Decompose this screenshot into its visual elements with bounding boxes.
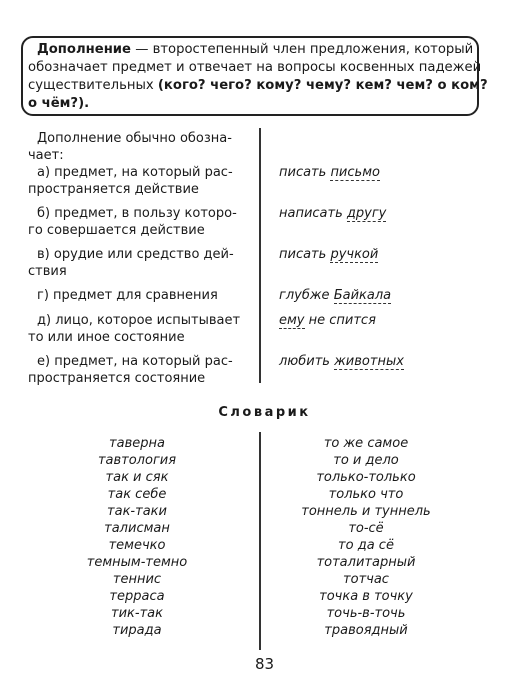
- example-verb: написать: [279, 206, 347, 221]
- dictionary-word: тоталитарный: [316, 555, 416, 570]
- definition-text: существительных: [28, 78, 158, 93]
- dictionary-word: тик-так: [111, 606, 163, 621]
- example-verb: писать: [279, 165, 331, 180]
- dictionary-word: тавтология: [97, 453, 177, 468]
- dictionary-divider: [259, 432, 261, 650]
- dictionary-word: темным-темно: [86, 555, 188, 570]
- dictionary-word: точка в точку: [319, 589, 413, 604]
- dictionary-word: тоннель и туннель: [301, 504, 431, 519]
- dictionary-word: тотчас: [343, 572, 389, 587]
- example-b: [279, 205, 386, 222]
- example-c: [279, 246, 378, 263]
- dictionary-word: так себе: [107, 487, 167, 502]
- intro-line-1: Дополнение обычно обозна-: [37, 131, 232, 146]
- meaning-d-line-1: г) предмет для сравнения: [37, 288, 218, 303]
- example-object: ему: [279, 313, 305, 328]
- example-verb: глубже: [279, 288, 334, 303]
- example-verb: любить: [279, 354, 335, 369]
- dictionary-word: то и дело: [333, 453, 399, 468]
- example-d: [279, 287, 391, 304]
- example-a: [279, 164, 380, 181]
- dictionary-word: таверна: [109, 436, 165, 451]
- dictionary-word: только-только: [316, 470, 416, 485]
- meaning-b-line-2: го совершается действие: [28, 223, 205, 238]
- meaning-f-line-1: е) предмет, на который рас-: [37, 354, 233, 369]
- meaning-e-line-1: д) лицо, которое испытывает: [37, 313, 241, 328]
- meaning-b-line-1: б) предмет, в пользу которо-: [37, 206, 237, 221]
- example-object: письмо: [330, 165, 380, 180]
- dictionary-word: только что: [328, 487, 404, 502]
- example-object: другу: [346, 206, 387, 221]
- example-f: [279, 353, 404, 370]
- definition-questions: (кого? чего? кому? чему? кем? чем? о ком?: [157, 78, 488, 93]
- dictionary-heading: Словарик: [218, 405, 311, 420]
- dictionary-word: так и сяк: [105, 470, 169, 485]
- definition-term: Дополнение: [37, 42, 131, 57]
- example-verb: писать: [279, 247, 331, 262]
- meaning-a-line-1: а) предмет, на который рас-: [37, 165, 233, 180]
- intro-line-2: чает:: [28, 148, 64, 163]
- dictionary-word: то же самое: [323, 436, 409, 451]
- meaning-e-line-2: то или иное состояние: [28, 330, 185, 345]
- meaning-a-line-2: пространяется действие: [28, 182, 199, 197]
- example-object: Байкала: [333, 288, 392, 303]
- example-e: [279, 312, 376, 329]
- definition-line-4: о чём?).: [28, 96, 90, 111]
- dictionary-word: то-сё: [348, 521, 384, 536]
- dictionary-word: то да сё: [338, 538, 394, 553]
- meaning-f-line-2: пространяется состояние: [28, 371, 206, 386]
- dictionary-word: так-таки: [107, 504, 167, 519]
- definition-line-1: [37, 41, 473, 59]
- definition-text: — второстепенный член предложения, который: [131, 42, 474, 57]
- dictionary-word: темечко: [108, 538, 166, 553]
- definition-line-2: обозначает предмет и отвечает на вопросы косвенных падежей: [28, 60, 482, 75]
- dictionary-word: талисман: [104, 521, 170, 536]
- example-verb: не спится: [304, 313, 376, 328]
- meaning-c-line-1: в) орудие или средство дей-: [37, 247, 234, 262]
- dictionary-word: тирада: [112, 623, 162, 638]
- column-divider: [259, 128, 261, 383]
- dictionary-word: теннис: [112, 572, 162, 587]
- dictionary-word: терраса: [109, 589, 165, 604]
- example-object: животных: [334, 354, 404, 369]
- example-object: ручкой: [330, 247, 379, 262]
- dictionary-word: точь-в-точь: [326, 606, 406, 621]
- page-number: 83: [254, 655, 275, 673]
- meaning-c-line-2: ствия: [28, 264, 67, 279]
- dictionary-word: травоядный: [324, 623, 408, 638]
- definition-line-3: [28, 77, 488, 95]
